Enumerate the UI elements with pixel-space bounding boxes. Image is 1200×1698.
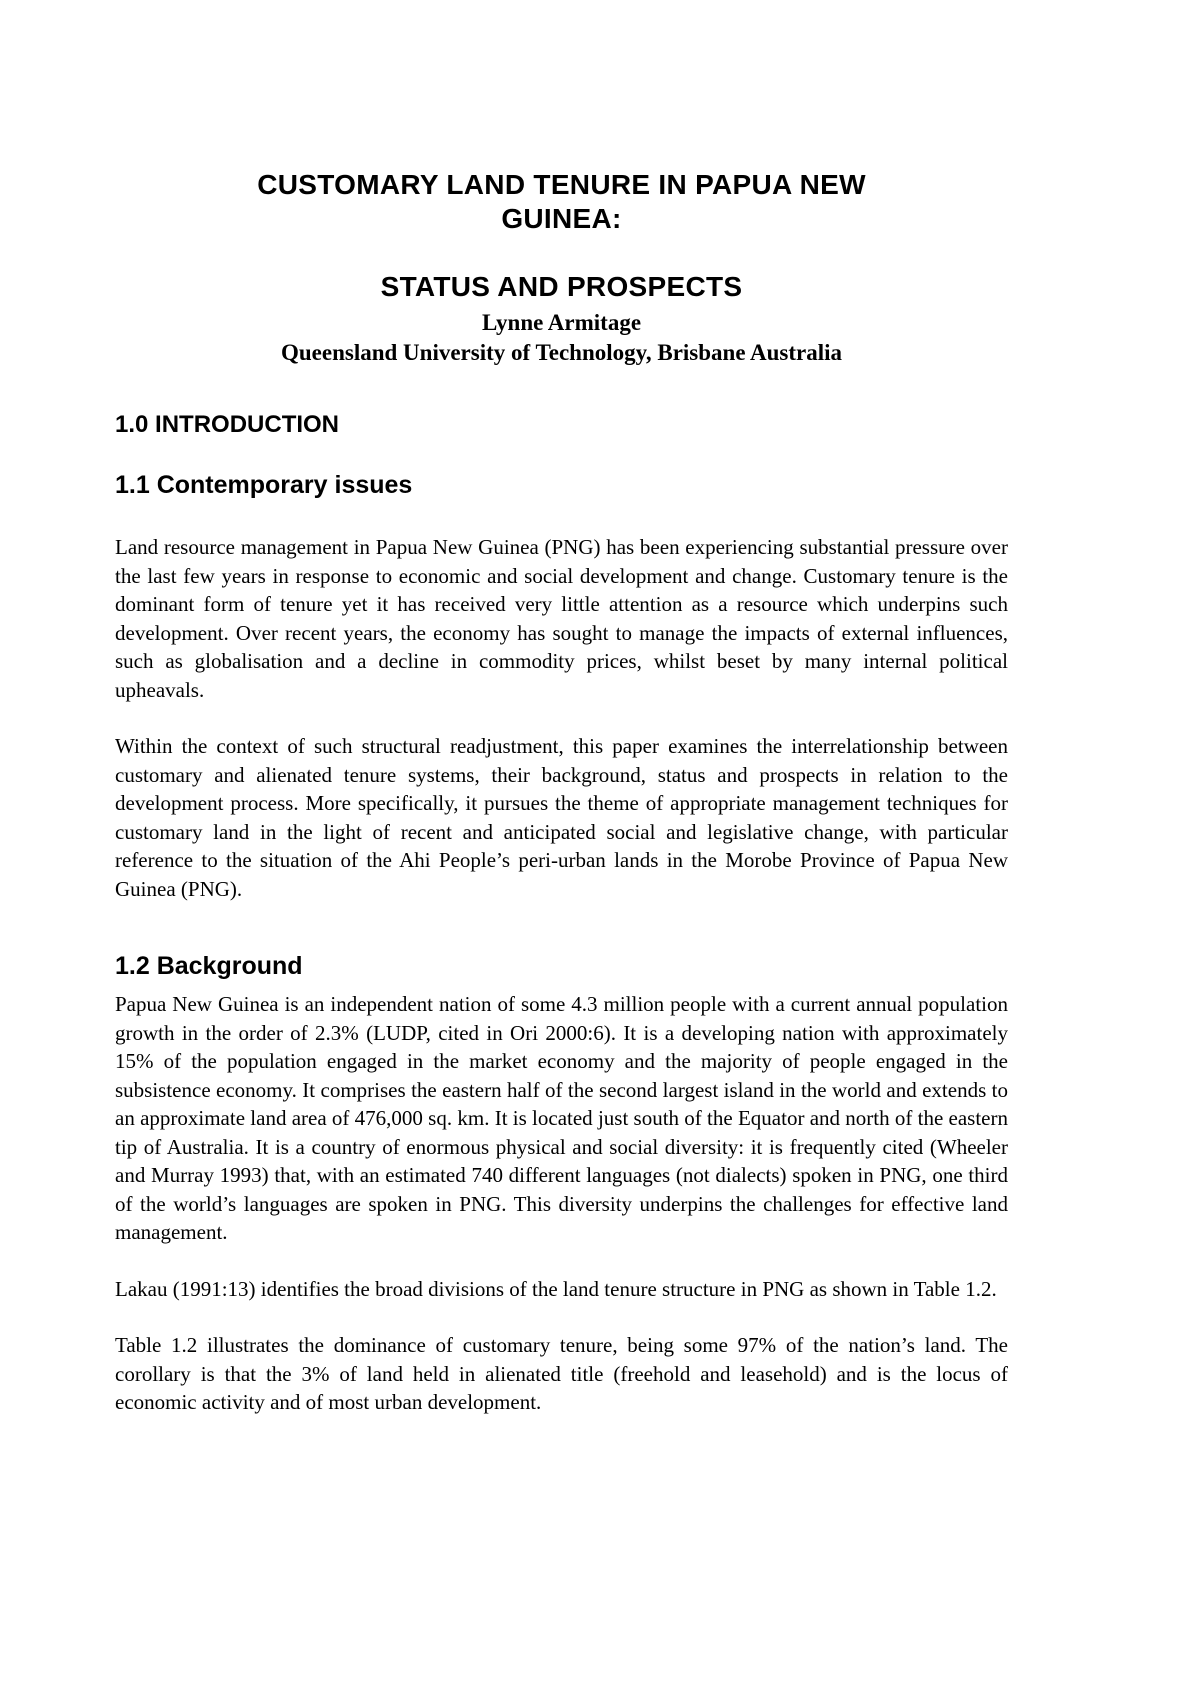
- paragraph-background-2: Lakau (1991:13) identifies the broad divisions of the land tenure structure in PNG as shown in Table 1.2.: [115, 1276, 997, 1301]
- section-heading-introduction: 1.0 INTRODUCTION: [115, 411, 340, 438]
- paragraph-contemporary-issues-2: Within the context of such structural readjustment, this paper examines the interrelationship between customary and alienated tenure systems, their background, status and prospects in relation to the development process. More specifically, it pursues the theme of appropriate management techniques for customary land in the light of recent and anticipated social and legislative change, with particular reference to the situation of the Ahi People’s peri-urban lands in the Morobe Province of Papua New Guinea (PNG).: [115, 734, 1008, 901]
- section-heading-contemporary-issues: 1.1 Contemporary issues: [115, 471, 413, 499]
- paragraph-background-3: Table 1.2 illustrates the dominance of customary tenure, being some 97% of the nation’s land. The corollary is that the 3% of land held in alienated title (freehold and leasehold) and is the locus of economic activity and of most urban development.: [115, 1333, 1008, 1414]
- author-affiliation: Queensland University of Technology, Brisbane Australia: [280, 340, 843, 365]
- section-heading-background: 1.2 Background: [115, 952, 303, 980]
- paper-title-line-1: CUSTOMARY LAND TENURE IN PAPUA NEW: [257, 169, 866, 200]
- paragraph-contemporary-issues-1: Land resource management in Papua New Guinea (PNG) has been experiencing substantial pressure over the last few years in response to economic and social development and change. Customary tenure is the dominant form of tenure yet it has received very little attention as a resource which underpins such development. Over recent years, the economy has sought to manage the impacts of external influences, such as globalisation and a decline in commodity prices, whilst beset by many internal political upheavals.: [115, 535, 1008, 702]
- paper-subtitle: STATUS AND PROSPECTS: [380, 271, 743, 302]
- paragraph-background-1: Papua New Guinea is an independent nation of some 4.3 million people with a current annual population growth in the order of 2.3% (LUDP, cited in Ori 2000:6). It is a developing nation with approximately 15% of the population engaged in the market economy and the majority of people engaged in the subsistence economy. It comprises the eastern half of the second largest island in the world and extends to an approximate land area of 476,000 sq. km. It is located just south of the Equator and north of the eastern tip of Australia. It is a country of enormous physical and social diversity: it is frequently cited (Wheeler and Murray 1993) that, with an estimated 740 different languages (not dialects) spoken in PNG, one third of the world’s languages are spoken in PNG. This diversity underpins the challenges for effective land management.: [115, 992, 1008, 1244]
- page-content: [115, 168, 1008, 1417]
- paper-title-line-2: GUINEA:: [501, 203, 622, 234]
- author-name: Lynne Armitage: [481, 310, 642, 335]
